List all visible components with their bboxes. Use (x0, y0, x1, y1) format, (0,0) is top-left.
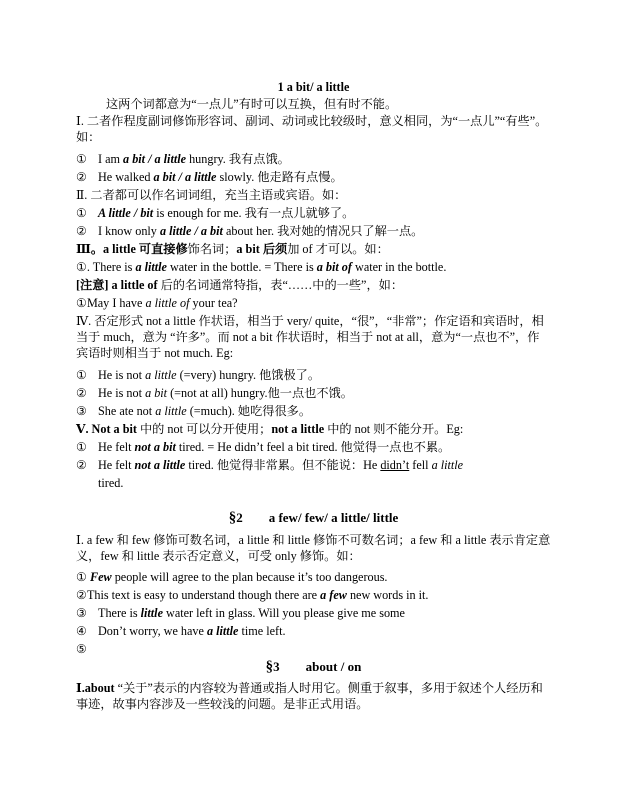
section-1-intro: 这两个词都意为“一点儿”有时可以互换，但有时不能。 (106, 97, 398, 111)
example-2s-5: ⑤ (76, 642, 87, 656)
rule-3: Ⅲ。a little 可直接修饰名词；a bit 后须加 of 才可以。如： (76, 242, 389, 256)
example-3-1: ①. There is a little water in the bottle. = There is a bit of water in the bottle. (76, 260, 447, 274)
rule-2: Ⅱ. 二者都可以作名词词组，充当主语或宾语。如： (76, 188, 347, 202)
example-note-1: ①May I have a little of your tea? (76, 296, 238, 310)
rule-2-1: Ⅰ. a few 和 few 修饰可数名词，a little 和 little 修饰不可数名词；a few 和 a little 表示肯定意义，few 和 little 表示否定意义，可受 only 修饰。如： (76, 533, 551, 563)
example-4-2: ② He is not a bit (=not at all) hungry.他一点也不饿。 (76, 386, 353, 400)
example-5-1: ① He felt not a bit tired. = He didn’t feel a bit tired. 他觉得一点也不累。 (76, 440, 451, 454)
note: [注意] a little of 后的名词通常特指，表“……中的一些”，如： (76, 278, 404, 292)
example-2-2: ② I know only a little / a bit about her. 我对她的情况只了解一点。 (76, 224, 424, 238)
example-4-3: ③ She ate not a little (=much). 她吃得很多。 (76, 404, 312, 418)
example-2s-2: ②This text is easy to understand though there are a few new words in it. (76, 588, 429, 602)
rule-5: Ⅴ. Not a bit 中的 not 可以分开使用；not a little 中的 not 则不能分开。Eg: (76, 422, 464, 436)
example-1-2: ② He walked a bit / a little slowly. 他走路有点慢。 (76, 170, 343, 184)
rule-4: Ⅳ. 否定形式 not a little 作状语，相当于 very/ quite，“很”，“非常”；作定语和宾语时，相当于 much，意为 “许多”。而 not a bit 作状语时，相当于 not at all，意为“一点也不”，作宾语时则相当于 not much. Eg: (76, 314, 544, 360)
example-4-1: ① He is not a little (=very) hungry. 他饿极了。 (76, 368, 321, 382)
example-5-2-cont: tired. (98, 476, 124, 490)
example-2s-3: ③ There is little water left in glass. Will you please give me some (76, 606, 405, 620)
example-2s-1: ① Few people will agree to the plan because it’s too dangerous. (76, 570, 388, 584)
section-3-title: §3 about / on (265, 659, 362, 675)
rule-3-1: Ⅰ.about “关于”表示的内容较为普通或指人时用它。侧重于叙事，多用于叙述个人经历和事迹，故事内容涉及一些较浅的问题。是非正式用语。 (76, 681, 543, 711)
example-5-2: ② He felt not a little tired. 他觉得非常累。但不能说：He didn’t fell a little (76, 458, 464, 472)
rule-1: Ⅰ. 二者作程度副词修饰形容词、副词、动词或比较级时，意义相同，为“一点儿”“有些”。如： (76, 114, 548, 144)
example-2s-4: ④ Don’t worry, we have a little time left. (76, 624, 286, 638)
section-1-title: 1 a bit/ a little (277, 80, 350, 94)
example-1-1: ① I am a bit / a little hungry. 我有点饿。 (76, 152, 290, 166)
section-2-title: §2 a few/ few/ a little/ little (228, 510, 399, 526)
example-2-1: ① A little / bit is enough for me. 我有一点儿就够了。 (76, 206, 355, 220)
